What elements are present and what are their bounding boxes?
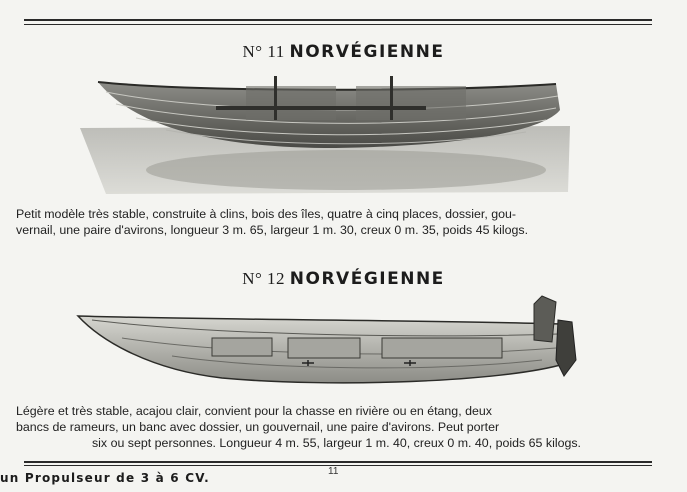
- top-rule-thin: [24, 24, 652, 25]
- boat-12-number: N° 12: [242, 269, 286, 288]
- boat-11-description: [16, 206, 657, 238]
- bottom-rule-thick: [24, 461, 652, 463]
- boat-12-description: [16, 403, 657, 451]
- footer-text: un Propulseur de 3 à 6 CV.: [0, 471, 210, 485]
- boat-11-desc-line-1: Petit modèle très stable, construite à clins, bois des îles, quatre à cinq places, dossier, gou-: [16, 207, 517, 221]
- boat-12-illustration: [72, 294, 592, 394]
- boat-11-desc-line-2: vernail, une paire d'avirons, longueur 3 m. 65, largeur 1 m. 30, creux 0 m. 35, poids 45 kilogs.: [16, 223, 529, 237]
- boat-12-name: NORVÉGIENNE: [289, 269, 445, 289]
- top-rule-thick: [24, 19, 652, 21]
- boat-12-desc-line-3: six ou sept personnes. Longueur 4 m. 55, largeur 1 m. 40, creux 0 m. 40, poids 65 kilogs.: [91, 436, 581, 450]
- boat-12-desc-line-1: Légère et très stable, acajou clair, convient pour la chasse en rivière ou en étang, deux: [16, 404, 492, 418]
- page-number: 11: [328, 466, 339, 477]
- boat-12-title: [0, 269, 687, 289]
- boat-11-title: [0, 42, 687, 62]
- boat-11-number: N° 11: [242, 42, 285, 61]
- boat-11-illustration: [76, 70, 576, 198]
- boat-12-desc-line-2: bancs de rameurs, un banc avec dossier, un gouvernail, une paire d'avirons. Peut porter: [16, 420, 500, 434]
- boat-11-name: NORVÉGIENNE: [289, 42, 445, 62]
